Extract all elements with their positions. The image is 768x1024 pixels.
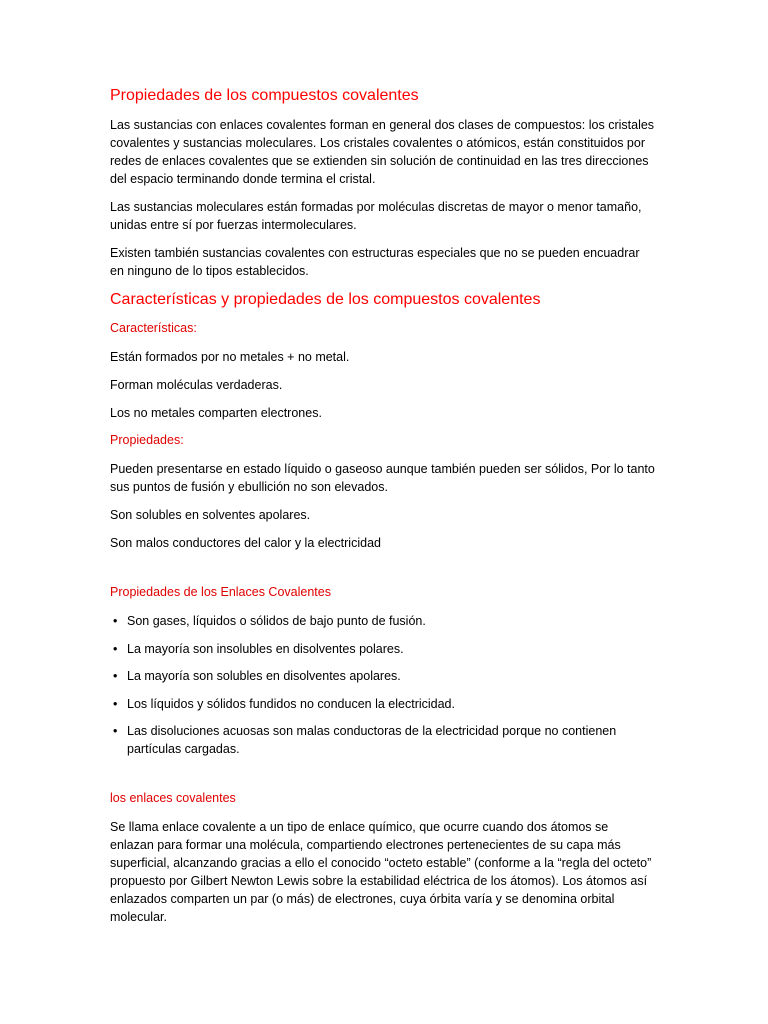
list-item bbox=[110, 640, 655, 658]
list-item-text: La mayoría son solubles en disolventes apolares. bbox=[127, 669, 401, 683]
section-title-propiedades: Propiedades de los compuestos covalentes bbox=[110, 87, 419, 104]
bullet-icon: • bbox=[113, 696, 118, 711]
characteristic-item: Forman moléculas verdaderas. bbox=[110, 378, 283, 392]
paragraph: Existen también sustancias covalentes con estructuras especiales que no se pueden encuadrar en ninguno de lo tipos establecidos. bbox=[110, 246, 640, 278]
list-item bbox=[110, 695, 655, 713]
subheading-caracteristicas: Características: bbox=[110, 321, 197, 335]
list-item-text: La mayoría son insolubles en disolventes polares. bbox=[127, 641, 404, 656]
list-item-text: Las disoluciones acuosas son malas conductoras de la electricidad porque no contienen partículas cargadas. bbox=[127, 724, 617, 756]
characteristic-item: Los no metales comparten electrones. bbox=[110, 406, 322, 420]
list-item bbox=[110, 722, 655, 758]
bullet-icon: • bbox=[113, 641, 118, 656]
list-item bbox=[110, 612, 655, 630]
paragraph: Las sustancias con enlaces covalentes forman en general dos clases de compuestos: los cristales covalentes y sustancias moleculares. Los cristales covalentes o atómicos, están constituidos por redes de enlaces covalentes que se extienden sin solución de continuidad en las tres direcciones del espacio terminando donde termina el cristal. bbox=[110, 118, 655, 186]
section-title-los-enlaces: los enlaces covalentes bbox=[110, 790, 236, 805]
subheading-propiedades: Propiedades: bbox=[110, 433, 184, 447]
bullet-icon: • bbox=[113, 614, 118, 628]
paragraph: Se llama enlace covalente a un tipo de enlace químico, que ocurre cuando dos átomos se enlazan para formar una molécula, compartiendo electrones pertenecientes de su capa más superficial, alcanzando gracias a ello el conocido “octeto estable” (conforme a la “regla del octeto” propuesto por Gilbert Newton Lewis sobre la estabilidad eléctrica de los átomos). Los átomos así enlazados comparten un par (o más) de electrones, cuya órbita varía y se denomina orbital molecular. bbox=[110, 819, 652, 924]
section-title-caracteristicas-propiedades: Características y propiedades de los compuestos covalentes bbox=[110, 291, 541, 308]
paragraph: Las sustancias moleculares están formadas por moléculas discretas de mayor o menor tamaño, unidas entre sí por fuerzas intermoleculares. bbox=[110, 200, 642, 232]
bullet-list bbox=[110, 612, 655, 758]
list-item bbox=[110, 667, 655, 685]
property-item: Pueden presentarse en estado líquido o gaseoso aunque también pueden ser sólidos, Por lo tanto sus puntos de fusión y ebullición no son elevados. bbox=[110, 462, 655, 494]
characteristic-item: Están formados por no metales + no metal. bbox=[110, 350, 350, 364]
spacer bbox=[110, 768, 655, 790]
property-item: Son solubles en solventes apolares. bbox=[110, 508, 311, 522]
section-title-enlaces: Propiedades de los Enlaces Covalentes bbox=[110, 585, 331, 599]
document-content bbox=[110, 86, 655, 936]
list-item-text: Los líquidos y sólidos fundidos no conducen la electricidad. bbox=[127, 696, 455, 711]
bullet-icon: • bbox=[113, 724, 118, 738]
property-item: Son malos conductores del calor y la electricidad bbox=[110, 536, 381, 550]
spacer bbox=[110, 562, 655, 584]
list-item-text: Son gases, líquidos o sólidos de bajo punto de fusión. bbox=[127, 614, 426, 628]
bullet-icon: • bbox=[113, 669, 118, 683]
